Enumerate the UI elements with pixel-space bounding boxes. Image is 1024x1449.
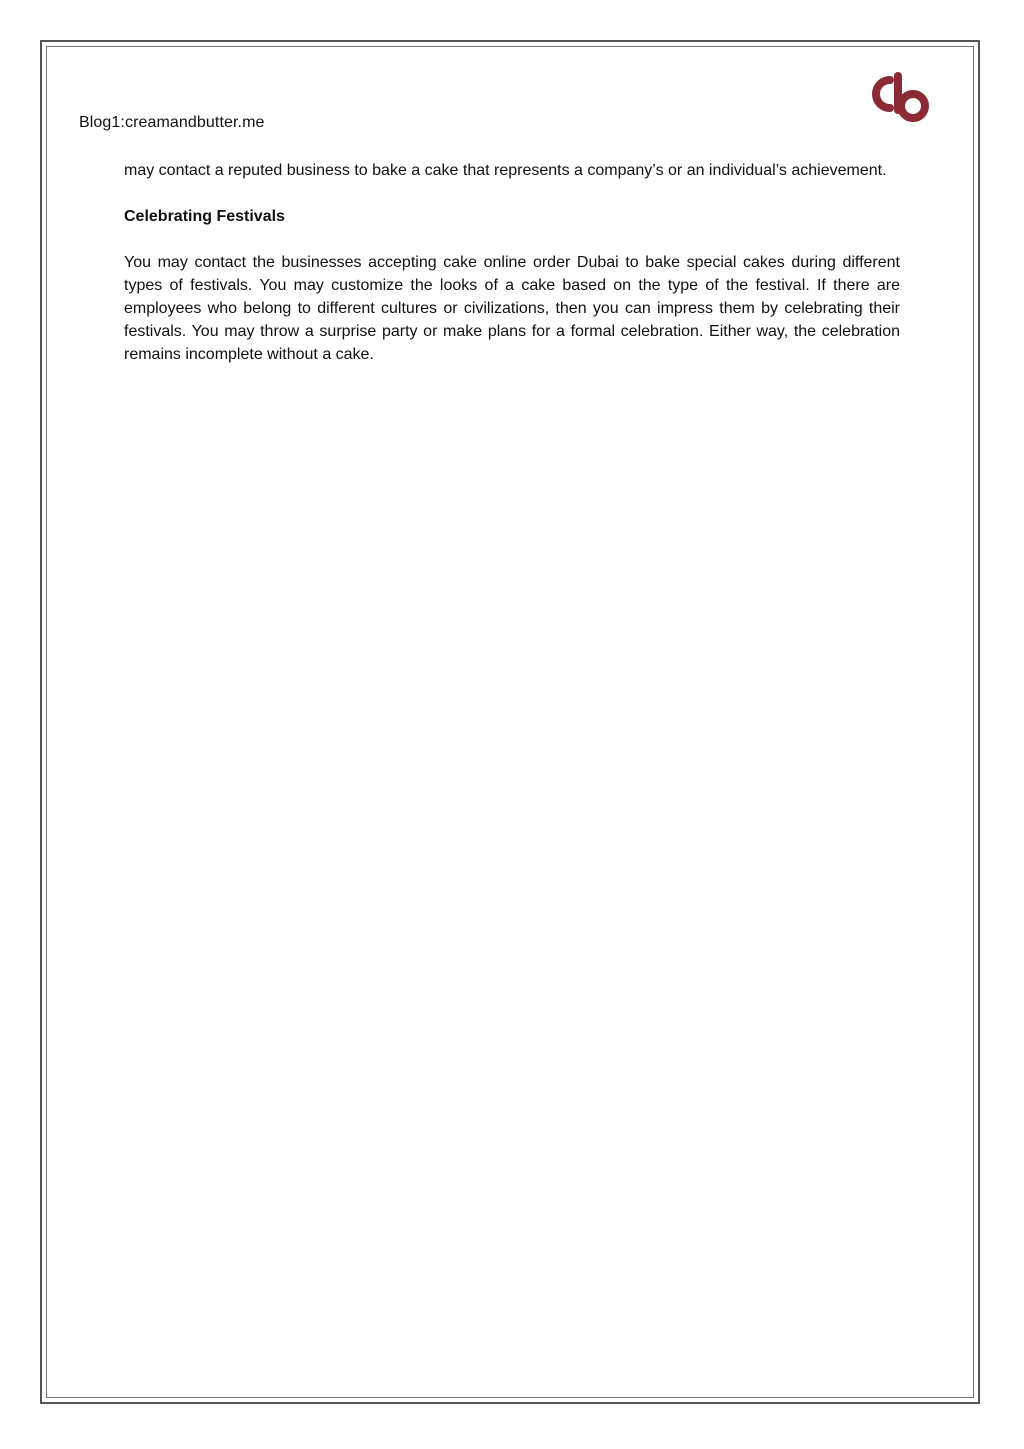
document-body bbox=[124, 159, 900, 366]
paragraph-achievement: may contact a reputed business to bake a cake that represents a company’s or an individual’s achievement. bbox=[124, 162, 887, 179]
section-heading: Celebrating Festivals bbox=[124, 208, 285, 225]
header-site-name: Blog1:creamandbutter.me bbox=[79, 114, 265, 131]
cb-logo-icon bbox=[868, 70, 932, 124]
paragraph-festivals: You may contact the businesses accepting cake online order Dubai to bake special cakes during different types of festivals. You may customize the looks of a cake based on the type of the festival. If there are employees who belong to different cultures or civilizations, then you can impress them by celebrating their festivals. You may throw a surprise party or make plans for a formal celebration. Either way, the celebration remains incomplete without a cake. bbox=[124, 254, 900, 363]
